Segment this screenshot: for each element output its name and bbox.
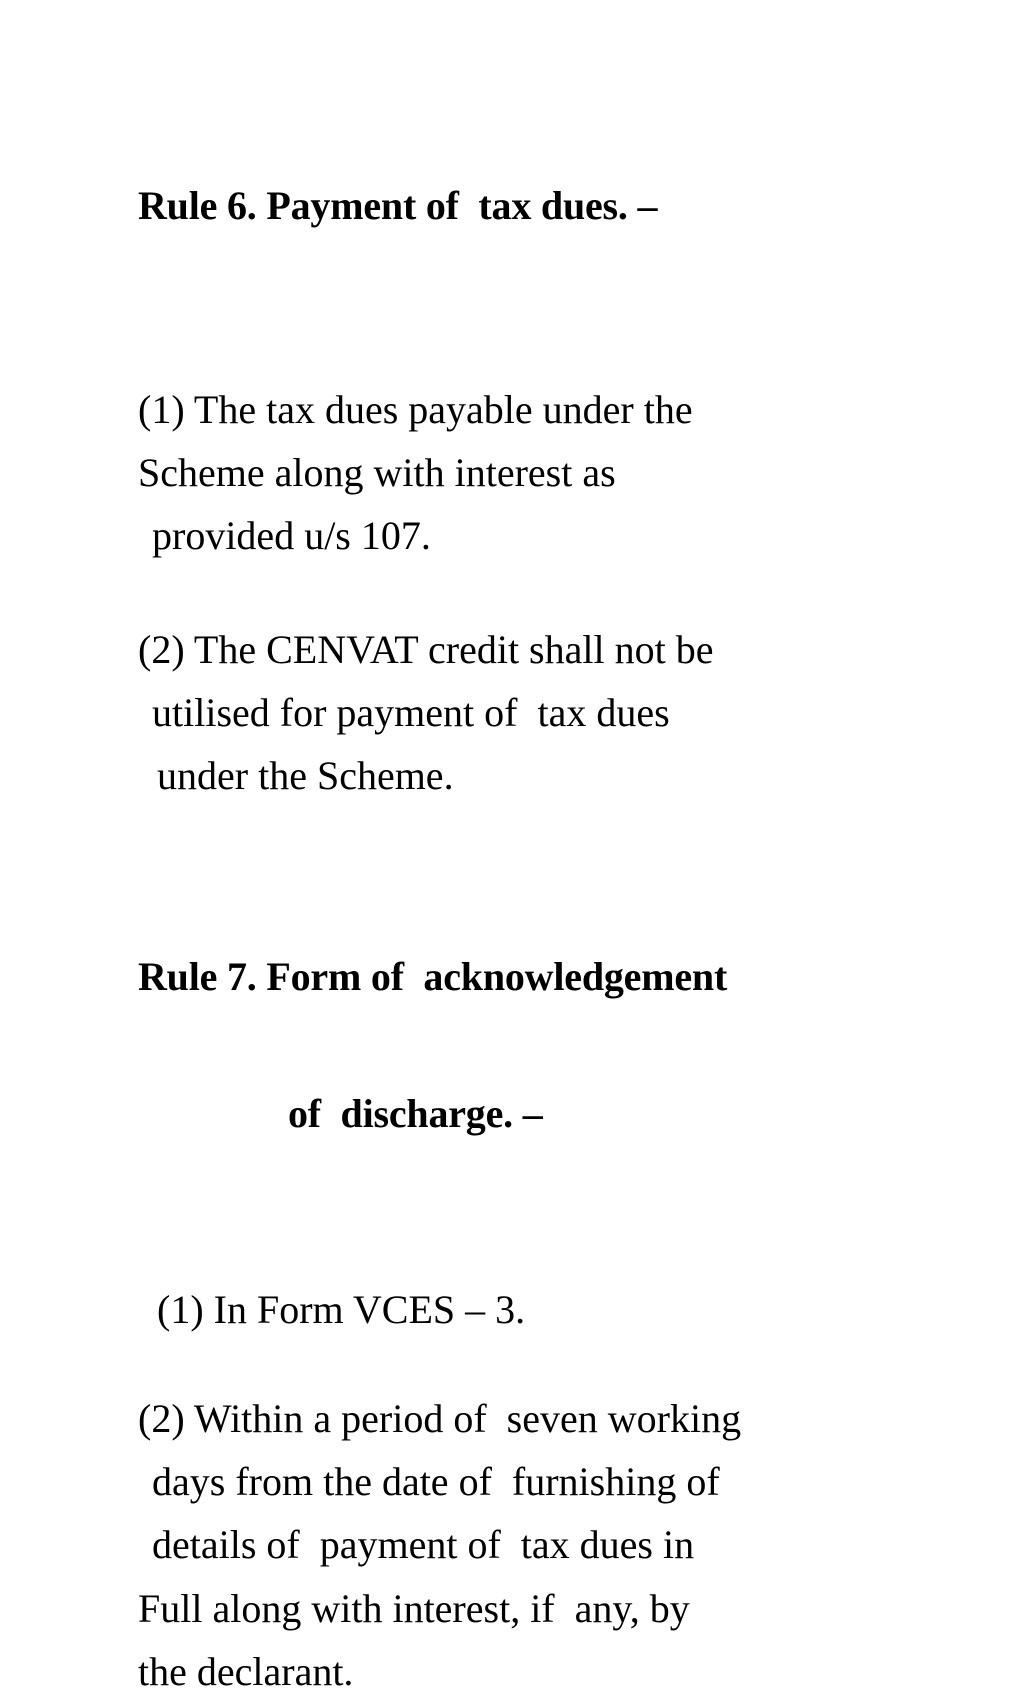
rule-7-clause-1-line-1: (1) In Form VCES – 3. [157, 1286, 526, 1332]
spacer-after-rule-6-clause-2 [138, 807, 964, 863]
spacer-after-rule-6-heading [138, 320, 964, 378]
spacer-after-rule-7-heading [138, 1228, 964, 1278]
rule-7-clause-2 [138, 1387, 964, 1703]
rule-6-clause-1-line-2: Scheme along with interest as [138, 450, 616, 496]
rule-7-heading-line-1: Rule 7. Form of acknowledgement [138, 954, 728, 1000]
rule-6-clause-1 [138, 378, 964, 568]
spacer-after-rule-7-clause-1 [138, 1341, 964, 1387]
rule-6-heading-line-1: Rule 6. Payment of tax dues. – [138, 183, 658, 229]
rule-7-clause-1 [138, 1278, 964, 1341]
rule-6-clause-2 [138, 618, 964, 808]
rule-6-clause-1-line-1: (1) The tax dues payable under the [138, 386, 693, 432]
rule-6-clause-1-line-3: provided u/s 107. [152, 513, 431, 559]
rule-7-clause-2-line-5: the declarant. [138, 1648, 354, 1694]
rule-6-clause-2-line-1: (2) The CENVAT credit shall not be [138, 626, 714, 672]
rule-7-heading [138, 863, 964, 1228]
rule-7-heading-line-2: of discharge. – [288, 1091, 543, 1137]
rule-7-clause-2-line-3: details of payment of tax dues in [152, 1522, 695, 1568]
rule-6-clause-2-line-2: utilised for payment of tax dues [152, 689, 670, 735]
spacer-after-rule-6-clause-1 [138, 568, 964, 618]
rule-6-heading [138, 92, 964, 320]
rule-7-clause-2-line-1: (2) Within a period of seven working [138, 1396, 742, 1442]
rule-6-clause-2-line-3: under the Scheme. [157, 752, 454, 798]
rule-7-clause-2-line-4: Full along with interest, if any, by [138, 1585, 690, 1631]
rule-7-clause-2-line-2: days from the date of furnishing of [152, 1459, 720, 1505]
